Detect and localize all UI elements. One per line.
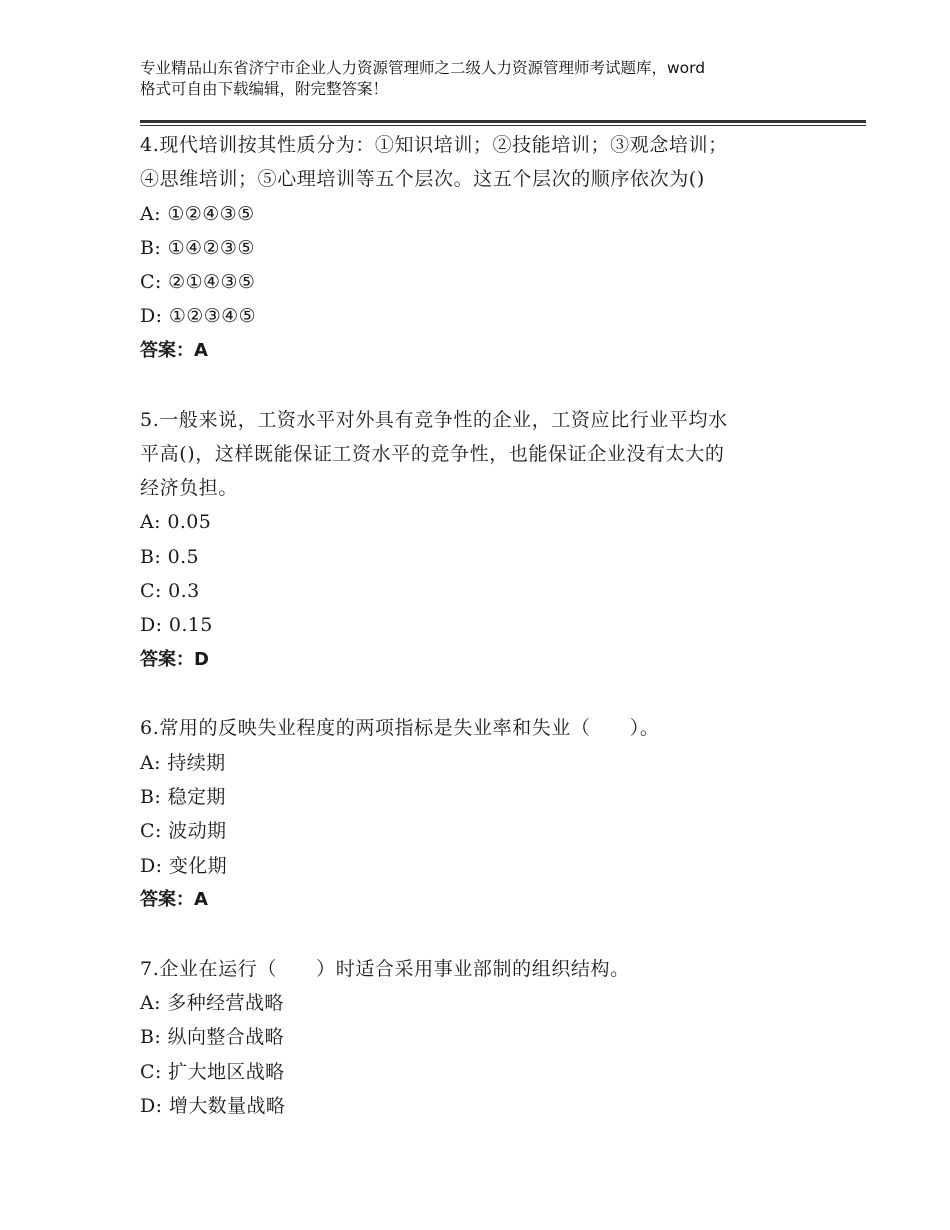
question-text: 4.现代培训按其性质分为：①知识培训；②技能培训；③观念培训； [140,134,728,156]
answer-label: 答案：D [140,648,209,670]
option-d: D: 变化期 [140,854,228,877]
header-divider-thin [140,125,866,126]
header-line-1: 专业精品山东省济宁市企业人力资源管理师之二级人力资源管理师考试题库，word [140,59,706,77]
option-d: D: 0.15 [140,614,213,637]
spacer [140,368,840,403]
option-c: C: ②①④③⑤ [140,271,256,294]
question-5 [140,403,840,677]
question-text: 5.一般来说，工资水平对外具有竞争性的企业，工资应比行业平均水 [140,408,728,431]
option-b: B: 稳定期 [140,786,226,809]
option-d: D: ①②③④⑤ [140,305,257,328]
option-c: C: 波动期 [140,820,227,843]
option-b: B: 纵向整合战略 [140,1026,285,1049]
document-header [140,58,840,100]
option-b: B: 0.5 [140,545,200,568]
option-d: D: 增大数量战略 [140,1094,286,1117]
option-a: A: ①②④③⑤ [140,202,255,225]
question-text: 经济负担。 [140,477,239,500]
option-a: A: 多种经营战略 [140,992,284,1015]
answer-label: 答案：A [140,888,208,910]
option-a: A: 0.05 [140,511,212,534]
question-7 [140,952,840,1123]
question-list [140,128,840,1123]
spacer [140,917,840,952]
question-4 [140,128,840,368]
answer-label: 答案：A [140,339,208,361]
question-text: 6.常用的反映失业程度的两项指标是失业率和失业（ ）。 [140,717,660,740]
spacer [140,677,840,712]
option-c: C: 0.3 [140,580,200,603]
question-text: 平高()，这样既能保证工资水平的竞争性，也能保证企业没有太大的 [140,442,725,465]
option-b: B: ①④②③⑤ [140,236,255,259]
question-text: 7.企业在运行（ ）时适合采用事业部制的组织结构。 [140,957,630,980]
header-line-2: 格式可自由下载编辑，附完整答案！ [140,80,389,98]
option-c: C: 扩大地区战略 [140,1060,285,1083]
option-a: A: 持续期 [140,751,226,774]
question-text: ④思维培训；⑤心理培训等五个层次。这五个层次的顺序依次为() [140,168,705,191]
header-divider-thick [140,120,866,123]
question-6 [140,711,840,917]
